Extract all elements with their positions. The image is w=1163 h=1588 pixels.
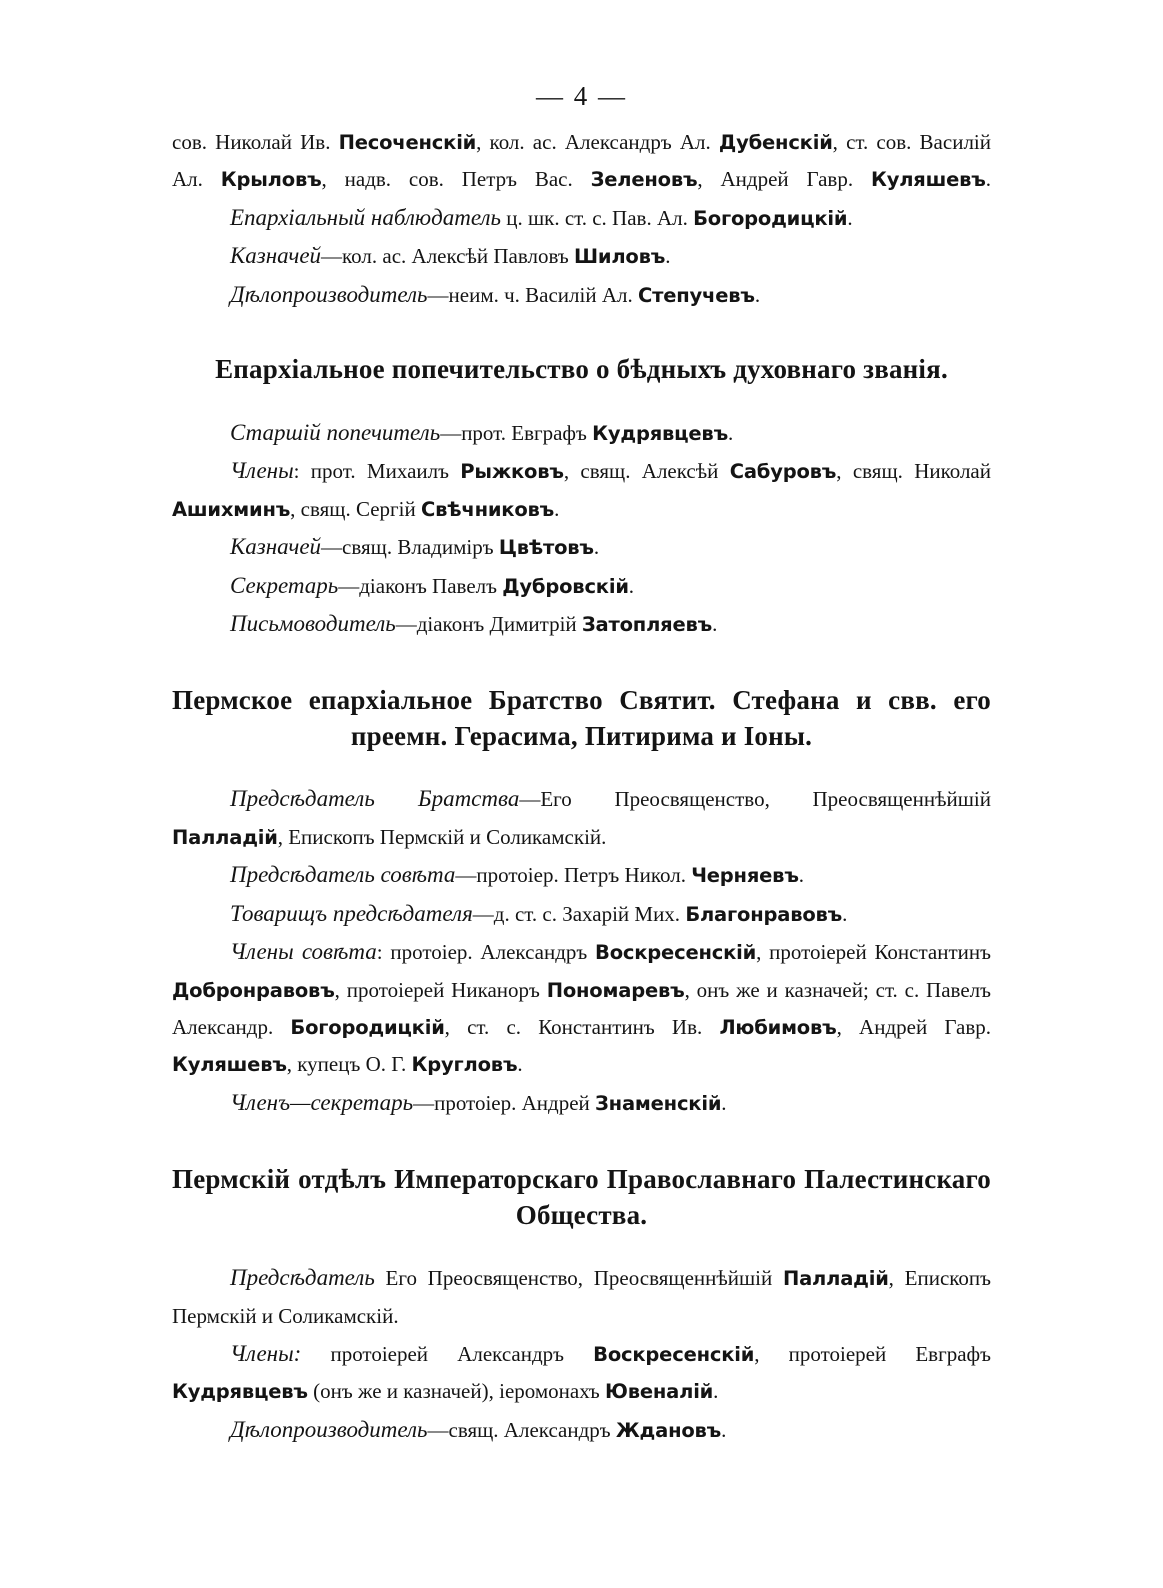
- entry-paragraph: [172, 1335, 991, 1411]
- entry-text: ц. шк. ст. с. Пав. Ал.: [500, 205, 694, 230]
- person-surname: Дубенскій: [718, 131, 833, 154]
- entry-paragraph: [172, 124, 991, 199]
- person-surname: Свѣчниковъ: [420, 497, 555, 521]
- person-surname: Затопляевъ: [581, 613, 713, 637]
- entry-paragraph: [172, 199, 991, 237]
- person-surname: Зеленовъ: [590, 168, 698, 192]
- entry-paragraph: [172, 567, 991, 605]
- entry-text: , Епископъ Пермскій и Соликамскій.: [277, 824, 607, 849]
- person-surname: Шиловъ: [574, 245, 666, 269]
- entry-paragraph: [172, 1084, 991, 1122]
- section-heading: Епархіальное попечительство о бѣдныхъ духовнаго званія.: [215, 354, 948, 385]
- section-heading: Пермское епархіальное Братство Святит. Стефана и свв. его преемн. Герасима, Питирима и Іоны.: [172, 685, 991, 752]
- person-surname: Дубровскій: [502, 574, 629, 598]
- role-title: Казначей: [230, 534, 322, 560]
- person-surname: Пономаревъ: [546, 978, 685, 1002]
- role-title: Дѣлопроизводитель: [230, 1416, 428, 1442]
- role-title: Старшій попечитель: [230, 420, 441, 446]
- person-surname: Ждановъ: [615, 1418, 722, 1442]
- entry-text: , ст. сов. Василій Ал.: [172, 130, 991, 192]
- entry-paragraph: [172, 276, 991, 314]
- entry-text: .: [842, 901, 848, 926]
- entry-text: .: [847, 205, 853, 230]
- entry-text: .: [985, 167, 991, 192]
- entry-text: .: [593, 535, 600, 560]
- entry-text: .: [712, 612, 718, 637]
- entry-text: .: [713, 1379, 719, 1404]
- entry-paragraph: [172, 933, 991, 1084]
- entry-text: , ст. с. Константинъ Ив.: [444, 1014, 720, 1039]
- entry-paragraph: [172, 1259, 991, 1335]
- entry-paragraph: [172, 414, 991, 452]
- entry-text: .: [728, 421, 734, 446]
- entry-text: , свящ. Николай: [836, 459, 991, 484]
- entry-paragraph: [172, 1411, 991, 1449]
- entry-paragraph: [172, 605, 991, 643]
- person-surname: Кругловъ: [411, 1053, 518, 1077]
- entry-text: —Его Преосвященство, Преосвященнѣйшій: [519, 787, 991, 812]
- person-surname: Сабуровъ: [729, 460, 837, 484]
- entry-text: —протоіер. Андрей: [413, 1090, 596, 1115]
- role-title: Члены: [230, 458, 294, 484]
- entry-text: протоіерей Александръ: [301, 1341, 594, 1366]
- person-surname: Рыжковъ: [460, 460, 564, 484]
- entry-text: : протоіер. Александръ: [376, 940, 596, 965]
- person-surname: Ювеналій: [605, 1380, 714, 1404]
- section-heading: Пермскій отдѣлъ Императорскаго Православнаго Палестинскаго Общества.: [172, 1164, 991, 1231]
- person-surname: Палладій: [172, 825, 278, 849]
- person-surname: Знаменскій: [595, 1091, 722, 1115]
- entry-text: .: [628, 573, 635, 598]
- entry-text: , надв. сов. Петръ Вас.: [321, 167, 591, 192]
- person-surname: Любимовъ: [719, 1015, 837, 1039]
- person-surname: Воскресенскій: [595, 941, 757, 965]
- entry-text: : прот. Михаилъ: [293, 459, 461, 484]
- entry-text: .: [554, 496, 560, 521]
- person-surname: Крыловъ: [220, 168, 322, 192]
- entry-text: , протоіерей Константинъ: [756, 940, 991, 965]
- person-surname: Цвѣтовъ: [498, 536, 594, 560]
- person-surname: Песоченскій: [338, 131, 477, 154]
- role-title: Письмоводитель: [230, 611, 396, 637]
- person-surname: Ашихминъ: [172, 497, 291, 521]
- entry-paragraph: [172, 780, 991, 856]
- entry-text: —прот. Евграфъ: [440, 421, 593, 446]
- role-title: Членъ—секретарь: [230, 1089, 414, 1115]
- entry-text: .: [665, 244, 671, 269]
- role-title: Предсѣдатель: [230, 1265, 375, 1291]
- person-surname: Благонравовъ: [685, 902, 843, 926]
- person-surname: Добронравовъ: [172, 978, 335, 1002]
- role-title: Предсѣдатель Братства: [230, 786, 520, 812]
- entry-text: , онъ же и казначей; ст. с. Павелъ Александр.: [172, 977, 991, 1039]
- person-surname: Кудрявцевъ: [592, 422, 729, 446]
- entry-text: , кол. ас. Александръ Ал.: [476, 130, 719, 154]
- entry-text: , свящ. Алексѣй: [563, 459, 730, 484]
- person-surname: Кудрявцевъ: [172, 1380, 308, 1404]
- role-title: Члены:: [230, 1340, 302, 1366]
- entry-text: —свящ. Владиміръ: [321, 535, 499, 560]
- entry-text: —свящ. Александръ: [427, 1417, 616, 1442]
- section-0: [172, 124, 991, 314]
- entry-paragraph: [172, 528, 991, 566]
- entry-text: —кол. ас. Алексѣй Павловъ: [321, 244, 574, 269]
- entry-text: —діаконъ Димитрій: [395, 612, 582, 637]
- page-number: — 4 —: [536, 81, 627, 111]
- person-surname: Степучевъ: [638, 283, 755, 307]
- person-surname: Богородицкій: [693, 206, 848, 230]
- entry-text: .: [721, 1417, 727, 1442]
- entry-text: Его Преосвященство, Преосвященнѣйшій: [374, 1266, 783, 1291]
- entry-paragraph: [172, 237, 991, 275]
- entry-text: , протоіерей Евграфъ: [754, 1341, 991, 1366]
- person-surname: Палладій: [782, 1267, 889, 1291]
- person-surname: Черняевъ: [691, 864, 799, 888]
- entry-text: .: [754, 282, 761, 307]
- role-title: Секретарь: [230, 572, 339, 598]
- page-content: [172, 124, 991, 1449]
- role-title: Дѣлопроизводитель: [230, 281, 428, 307]
- entry-text: (онъ же и казначей), іеромонахъ: [307, 1379, 606, 1404]
- role-title: Товарищъ предсѣдателя: [230, 900, 473, 926]
- entry-text: , Андрей Гавр.: [836, 1014, 991, 1039]
- role-title: Епархіальный наблюдатель: [230, 204, 501, 230]
- entry-text: , свящ. Сергій: [290, 496, 421, 521]
- section-3: [172, 1161, 991, 1449]
- role-title: Казначей: [230, 243, 322, 269]
- section-2: [172, 682, 991, 1122]
- entry-text: —неим. ч. Василій Ал.: [427, 282, 638, 307]
- entry-text: , Епископъ Пермскій и Соликамскій.: [172, 1266, 991, 1328]
- entry-text: —протоіер. Петръ Никол.: [455, 863, 692, 888]
- role-title: Предсѣдатель совѣта: [230, 862, 456, 888]
- entry-text: сов. Николай Ив.: [172, 130, 339, 154]
- entry-text: .: [517, 1052, 523, 1077]
- entry-paragraph: [172, 856, 991, 894]
- section-1: [172, 351, 991, 643]
- person-surname: Куляшевъ: [870, 168, 986, 192]
- entry-paragraph: [172, 452, 991, 528]
- person-surname: Богородицкій: [290, 1015, 445, 1039]
- role-title: Члены совѣта: [230, 939, 377, 965]
- entry-text: —діаконъ Павелъ: [338, 573, 503, 598]
- entry-text: , протоіерей Никаноръ: [334, 977, 547, 1002]
- entry-text: .: [721, 1090, 727, 1115]
- entry-text: , купецъ О. Г.: [286, 1052, 412, 1077]
- entry-text: .: [798, 863, 805, 888]
- entry-paragraph: [172, 895, 991, 933]
- entry-text: —д. ст. с. Захарій Мих.: [472, 901, 686, 926]
- person-surname: Куляшевъ: [172, 1053, 287, 1077]
- person-surname: Воскресенскій: [593, 1342, 755, 1366]
- entry-text: , Андрей Гавр.: [697, 167, 871, 192]
